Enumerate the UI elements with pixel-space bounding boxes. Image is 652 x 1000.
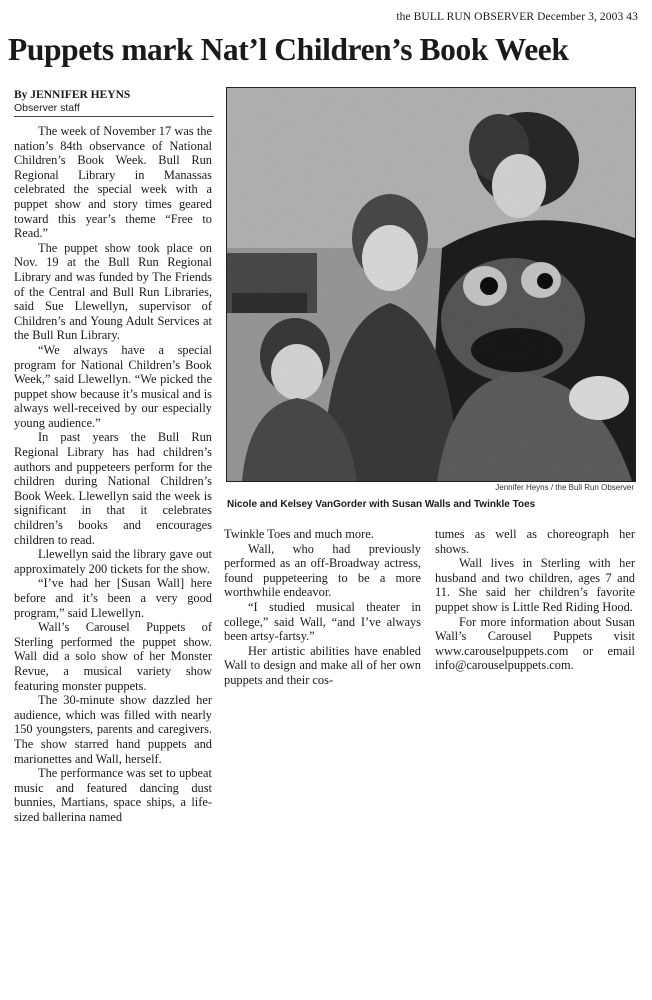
paragraph: Twinkle Toes and much more. <box>224 527 374 541</box>
author-name: By JENNIFER HEYNS <box>14 89 131 101</box>
headline: Puppets mark Nat’l Children’s Book Week <box>8 32 569 67</box>
paragraph: The puppet show took place on Nov. 19 at the Bull Run Regional Library and was funded by The Friends of the Central and Bull Run Libraries, said Sue Llewellyn, supervisor of Children’s and Young Adult Services at the Bull Run Library. <box>14 240 212 343</box>
photo-caption: Nicole and Kelsey VanGorder with Susan Walls and Twinkle Toes <box>227 499 536 510</box>
newspaper-header: the BULL RUN OBSERVER December 3, 2003 43 <box>396 11 638 23</box>
paragraph: The performance was set to upbeat music and featured dancing dust bunnies, Martians, space ships, a life-sized ballerina named <box>14 766 212 824</box>
article-column-3 <box>435 527 635 673</box>
byline-rule <box>14 116 214 117</box>
photo-illustration <box>227 88 635 481</box>
paragraph: For more information about Susan Wall’s Carousel Puppets visit www.carouselpuppets.com or email info@carouselpuppets.com. <box>435 614 635 673</box>
article-column-2 <box>224 527 421 688</box>
paragraph: Wall lives in Sterling with her husband and two children, ages 7 and 11. She said her children’s favorite puppet show is Little Red Riding Hood. <box>435 556 635 614</box>
author-affiliation: Observer staff <box>14 102 80 114</box>
paragraph: Her artistic abilities have enabled Wall to design and make all of her own puppets and their cos- <box>224 643 421 687</box>
paragraph: The 30-minute show dazzled her audience, which was filled with nearly 150 youngsters, parents and caregivers. The show starred hand puppets and marionettes and Wall, herself. <box>14 693 212 766</box>
paragraph: The week of November 17 was the nation’s 84th observance of National Children’s Book Week. Bull Run Regional Library in Manassas celebrated the special week with a puppet show and story times geared toward this year’s theme “Free to Read.” <box>14 124 212 241</box>
paragraph: tumes as well as choreograph her shows. <box>435 527 635 556</box>
paragraph: “I’ve had her [Susan Wall] here before and it’s been a very good program,” said Llewellyn. <box>14 576 212 620</box>
news-photo <box>226 87 636 482</box>
paragraph: “We always have a special program for National Children’s Book Week,” said Llewellyn. “We picked the puppet show because it’s musical and is always well-received by our especially young audience.” <box>14 342 212 430</box>
paragraph: In past years the Bull Run Regional Library has had children’s authors and puppeteers perform for the children during National Children’s Book Week. Llewellyn said the week is significant in that it celebrates children’s books and encourages children to read. <box>14 430 212 547</box>
paragraph: Wall’s Carousel Puppets of Sterling performed the puppet show. Wall did a solo show of her Monster Revue, a musical variety show featuring monster puppets. <box>14 620 212 693</box>
paragraph: Llewellyn said the library gave out approximately 200 tickets for the show. <box>14 547 212 576</box>
byline <box>14 89 214 117</box>
paragraph: “I studied musical theater in college,” said Wall, “and I’ve always been artsy-fartsy.” <box>224 599 421 644</box>
paragraph: Wall, who had previously performed as an off-Broadway actress, found puppeteering to be a more worthwhile endeavor. <box>224 541 421 600</box>
article-column-1 <box>14 124 212 996</box>
photo-credit: Jennifer Heyns / the Bull Run Observer <box>495 483 634 492</box>
